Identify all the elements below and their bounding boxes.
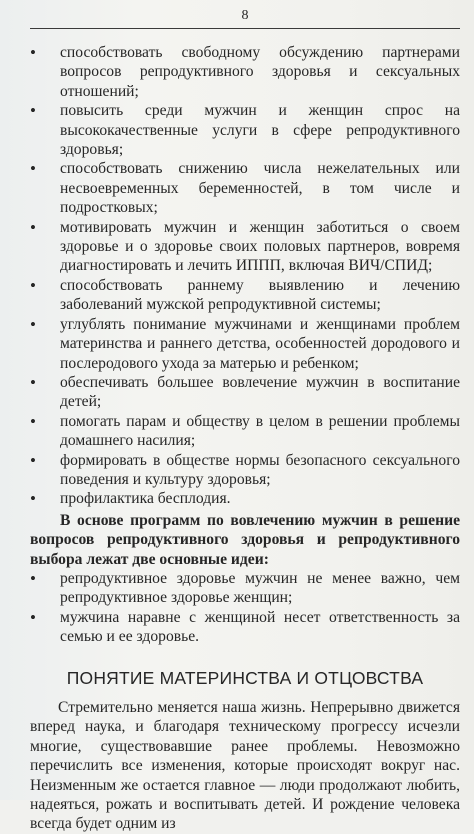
page-number: 8 [241, 8, 249, 23]
list-item: • углублять понимание мужчинами и женщинами проблем материнства и раннего детства, особенностей дородового и послеродового ухода за матерью и ребенком; [30, 315, 460, 373]
list-item: • мужчина наравне с женщиной несет ответственность за семью и ее здоровье. [30, 608, 460, 647]
list-item: • профилактика бесплодия. [30, 489, 460, 508]
list-item: • обеспечивать большее вовлечение мужчин в воспитание детей; [30, 373, 460, 412]
list-item: • способствовать свободному обсуждению партнерами вопросов репродуктивного здоровья и сексуальных отношений; [30, 43, 460, 101]
ideas-intro: В основе программ по вовлечению мужчин в решение вопросов репродуктивного здоровья и репродуктивного выбора лежат две основные идеи: [30, 511, 460, 568]
list-item: • формировать в обществе нормы безопасного сексуального поведения и культуру здоровья; [30, 451, 460, 490]
section-heading: ПОНЯТИЕ МАТЕРИНСТВА И ОТЦОВСТВА [66, 667, 424, 688]
body-paragraph: Стремительно меняется наша жизнь. Непрерывно движется вперед наука, и благодаря техническому прогрессу исчезли многие, существовавшие ранее проблемы. Невозможно перечислить все изменения, которые происходят вокруг нас. Неизменным же остается главное — люди продолжают любить, надеяться, рожать и воспитывать детей. И рождение человека всегда будет одним из [30, 699, 460, 833]
ideas-list [30, 569, 460, 647]
list-item: • помогать парам и обществу в целом в решении проблемы домашнего насилия; [30, 412, 460, 451]
header-rule [30, 28, 460, 29]
page-content [30, 43, 460, 834]
list-item: • способствовать снижению числа нежелательных или несвоевременных беременностей, в том числе и подростковых; [30, 159, 460, 217]
list-item: • репродуктивное здоровье мужчин не менее важно, чем репродуктивное здоровье женщин; [30, 569, 460, 608]
list-item: • мотивировать мужчин и женщин заботиться о своем здоровье и о здоровье своих половых партнеров, вовремя диагностировать и лечить ИППП, включая ВИЧ/СПИД; [30, 218, 460, 276]
list-item: • способствовать раннему выявлению и лечению заболеваний мужской репродуктивной системы; [30, 276, 460, 315]
goals-list [30, 43, 460, 509]
list-item: • повысить среди мужчин и женщин спрос на высококачественные услуги в сфере репродуктивного здоровья; [30, 101, 460, 159]
